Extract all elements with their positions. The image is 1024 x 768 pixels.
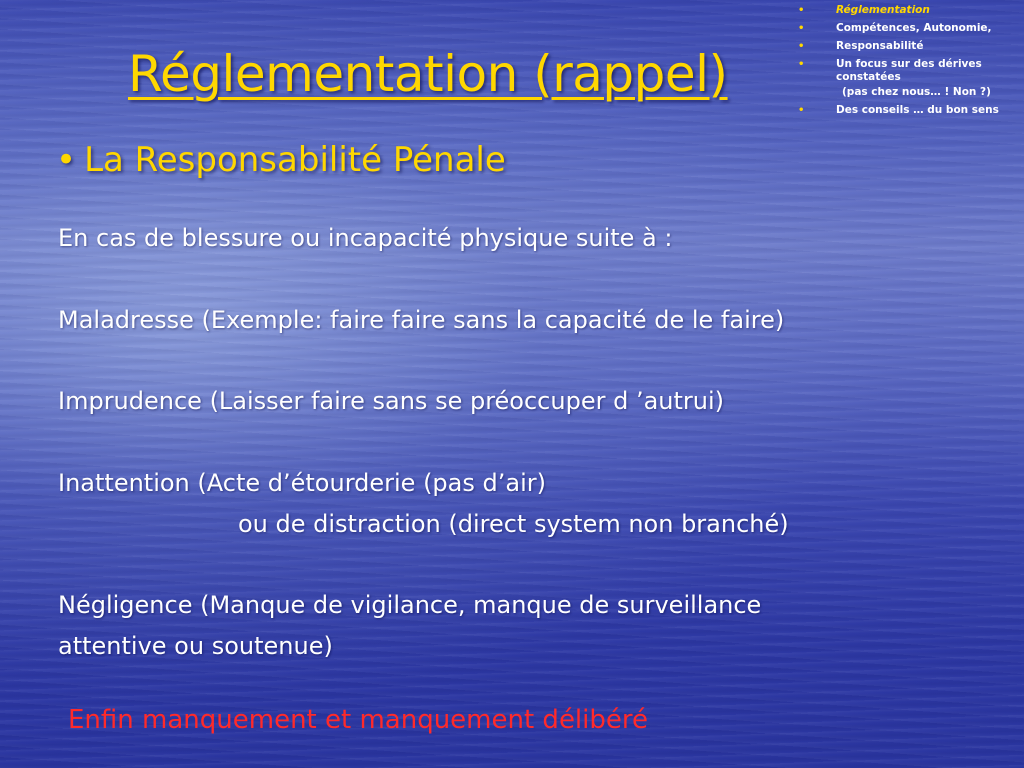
bullet-icon: • — [798, 59, 805, 70]
toc-item-label: Réglementation — [836, 4, 930, 16]
toc-item-label: Compétences, Autonomie, — [836, 22, 992, 34]
table-of-contents — [792, 4, 1020, 122]
conclusion-text: Enfin manquement et manquement délibéré — [68, 705, 648, 735]
toc-item-label: Responsabilité — [836, 40, 924, 52]
slide-title: Réglementation (rappel) — [128, 45, 728, 103]
negligence-line: Négligence (Manque de vigilance, manque de surveillance — [58, 591, 762, 620]
bullet-icon: • — [798, 23, 805, 34]
bullet-icon: • — [798, 41, 805, 52]
imprudence-line: Imprudence (Laisser faire sans se préoccuper d ’autrui) — [58, 387, 725, 416]
inattention-continuation-line: ou de distraction (direct system non branché) — [238, 509, 789, 538]
toc-item-label: (pas chez nous… ! Non ?) — [842, 86, 991, 98]
section-heading-text: La Responsabilité Pénale — [84, 140, 506, 180]
toc-item-label: Un focus sur des dérives constatées — [836, 58, 982, 83]
toc-item-competences — [792, 22, 1020, 35]
bullet-icon: • — [56, 140, 77, 180]
toc-item-derives — [792, 58, 1020, 84]
section-heading — [56, 140, 506, 180]
toc-item-reglementation — [792, 4, 1020, 17]
negligence-continuation-line: attentive ou soutenue) — [58, 631, 333, 660]
bullet-icon: • — [798, 105, 805, 116]
slide-body — [58, 218, 1008, 667]
inattention-line: Inattention (Acte d’étourderie (pas d’air) — [58, 468, 546, 497]
maladresse-line: Maladresse (Exemple: faire faire sans la capacité de le faire) — [58, 305, 785, 334]
toc-item-label: Des conseils … du bon sens — [836, 104, 999, 116]
toc-item-derives-note — [792, 86, 1020, 99]
intro-line: En cas de blessure ou incapacité physique suite à : — [58, 224, 673, 252]
bullet-icon: • — [798, 5, 805, 16]
toc-item-conseils — [792, 104, 1020, 117]
toc-item-responsabilite — [792, 40, 1020, 53]
